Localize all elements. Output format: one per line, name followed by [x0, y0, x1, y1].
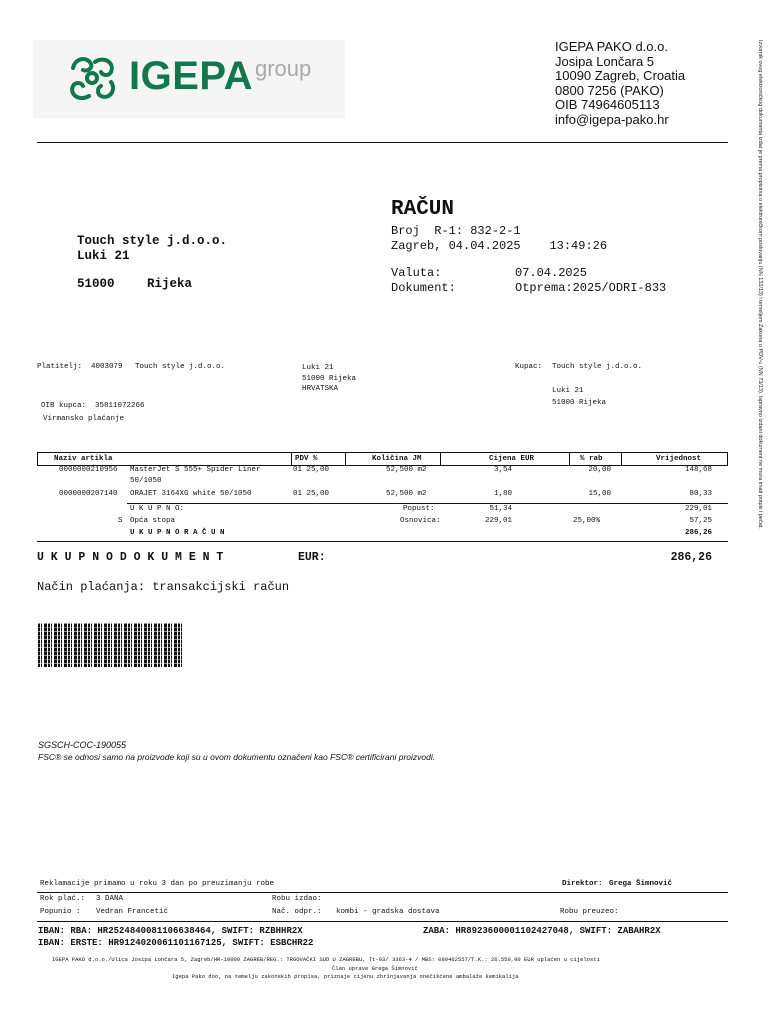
- company-name: IGEPA PAKO d.o.o.: [555, 39, 668, 54]
- item-qty: 52,500 m2: [386, 490, 427, 498]
- total-invoice-value: 286,26: [684, 529, 712, 537]
- item-code: 0000000210956: [59, 466, 118, 474]
- recipient-city: Rijeka: [147, 277, 193, 291]
- filled-label: Popunio :: [40, 908, 81, 916]
- logo-wordmark: IGEPA: [129, 54, 254, 98]
- company-phone: 0800 7256 (PAKO): [555, 82, 664, 98]
- iban-divider: [37, 921, 728, 922]
- total-invoice-label: U K U P N O R A Č U N: [130, 529, 225, 537]
- item-name: ORAJET 3164XG white 50/1050: [130, 490, 252, 498]
- base-value: 229,01: [484, 517, 512, 525]
- fsc-code: SGSCH-COC-190055: [38, 740, 127, 750]
- invoice-number-label: Broj: [391, 224, 420, 238]
- item-price: 3,54: [493, 466, 512, 474]
- payer-city: 51000 Rijeka: [302, 374, 357, 383]
- vat-code: S: [118, 517, 123, 525]
- payer-address: [302, 363, 356, 395]
- item-rab: 20,00: [588, 466, 611, 474]
- payer-street: Luki 21: [302, 364, 334, 372]
- delivery-label: Nač. odpr.:: [272, 908, 322, 916]
- table-col-line: [37, 452, 38, 465]
- complaints-note: Reklamacije primamo u roku 3 dan po preuzimanju robe: [40, 880, 275, 888]
- legal-line-3: Igepa Pako doo, na temelju zakonskih propisa, priznaje cijenu zbrinjavanja onečišćene ambalaže kemikalija: [172, 973, 519, 980]
- invoice-time: 13:49:26: [549, 239, 608, 253]
- iban-rba: IBAN: RBA: HR2524840081106638464, SWIFT: RZBHHR2X: [38, 926, 303, 936]
- legal-line-1: IGEPA PAKO d.o.o./Ulica Josipa Lončara 5, Zagreb/HR-10000 ZAGREB/REG.: TRGOVAČKI SUD U ZAGREBU, Tt-03/ 3363-4 / MBS: 080462557/T.K.: 26.550,00 EUR uplaćen u cijelosti: [52, 956, 600, 963]
- table-col-line: [291, 452, 292, 465]
- col-header-name: Naziv artikla: [54, 455, 113, 463]
- buyer-label: Kupac:: [515, 363, 543, 371]
- issued-label: Robu izdao:: [272, 895, 322, 903]
- table-col-line: [621, 452, 622, 465]
- header-divider: [37, 142, 728, 143]
- table-col-line: [727, 452, 728, 465]
- vat-name: Opća stopa: [130, 517, 176, 525]
- payer-country: HRVATSKA: [302, 385, 339, 393]
- item-name: MasterJet S 555+ Spider Liner: [130, 466, 261, 474]
- col-header-vat: PDV %: [295, 455, 318, 463]
- recipient-name: Touch style j.d.o.o.: [77, 234, 228, 248]
- payer-code: 4003079: [91, 363, 123, 371]
- company-city: 10090 Zagreb, Croatia: [555, 68, 686, 83]
- recipient-street: Luki 21: [77, 249, 130, 263]
- item-rab: 15,00: [588, 490, 611, 498]
- item-name-cont: 50/1050: [130, 477, 162, 485]
- igepa-emblem-icon: [65, 54, 119, 102]
- item-vat: 01 25,00: [293, 490, 330, 498]
- col-header-qty: Količina JM: [372, 455, 422, 463]
- side-legal-note: [755, 40, 765, 980]
- item-code: 0000000207140: [59, 490, 118, 498]
- grand-total-currency: EUR:: [298, 551, 326, 564]
- grand-total-value: 286,26: [670, 551, 712, 564]
- due-value: 3 DANA: [96, 895, 124, 903]
- due-label: Rok plać.:: [40, 895, 86, 903]
- buyer-address: [552, 386, 606, 409]
- col-header-rab: % rab: [580, 455, 603, 463]
- document-value: Otprema:2025/ODRI-833: [515, 281, 667, 295]
- director-label: Direktor:: [562, 880, 603, 888]
- side-legal-text: Izvornik ovog elektroničkog dokumenta izdat je prema propisima o elektroničkom poslovanju (NN 132/13) i temeljem Zakona o PDV-u (NN 73/13). Ispravno izdani dokument ne mora imati potpis i pečat.: [757, 40, 763, 529]
- company-email[interactable]: info@igepa-pako.hr: [555, 111, 669, 127]
- discount-label: Popust:: [403, 505, 435, 513]
- discount-value: 51,34: [489, 505, 512, 513]
- document-label: Dokument:: [391, 281, 456, 295]
- grand-total-label: U K U P N O D O K U M E N T: [37, 551, 224, 564]
- payment-type: Virmansko plaćanje: [43, 415, 125, 423]
- item-value: 148,68: [684, 466, 712, 474]
- payment-barcode: [38, 623, 184, 667]
- table-top-border: [37, 452, 728, 453]
- item-value: 80,33: [689, 490, 712, 498]
- company-street: Josipa Lončara 5: [555, 53, 655, 69]
- payer-label: Platitelj:: [37, 363, 83, 371]
- currency-value: 07.04.2025: [515, 266, 588, 280]
- item-qty: 52,500 m2: [386, 466, 427, 474]
- company-oib: OIB 74964605113: [555, 97, 660, 112]
- item-price: 1,80: [493, 490, 512, 498]
- buyer-name: Touch style j.d.o.o.: [552, 363, 643, 371]
- delivery-value: kombi - gradska dostava: [336, 908, 440, 916]
- invoice-date-line: [391, 239, 607, 253]
- table-col-line: [569, 452, 570, 465]
- item-vat: 01 25,00: [293, 466, 330, 474]
- buyer-street: Luki 21: [552, 387, 584, 395]
- sum-divider: [127, 503, 728, 504]
- company-address: [555, 40, 685, 127]
- payment-method: Način plaćanja: transakcijski račun: [37, 580, 290, 594]
- currency-label: Valuta:: [391, 266, 442, 280]
- vat-value: 57,25: [689, 517, 712, 525]
- table-col-line: [440, 452, 441, 465]
- filled-value: Vedran Francetić: [96, 908, 169, 916]
- table-col-line: [345, 452, 346, 465]
- logo-group-text: group: [255, 56, 312, 81]
- footer-divider: [37, 892, 728, 893]
- buyer-oib-label: OIB kupca:: [41, 402, 87, 410]
- col-header-price: Cijena EUR: [489, 455, 535, 463]
- buyer-oib: 35811072266: [95, 402, 145, 410]
- sum-value: 229,01: [684, 505, 712, 513]
- invoice-number: R-1: 832-2-1: [434, 224, 521, 238]
- table-bottom-border: [37, 541, 728, 542]
- sum-label: U K U P N O:: [130, 505, 185, 513]
- received-label: Robu preuzeo:: [560, 908, 619, 916]
- buyer-city: 51000 Rijeka: [552, 398, 607, 407]
- recipient-postcode: 51000: [77, 277, 115, 291]
- col-header-value: Vrijednost: [656, 455, 702, 463]
- base-label: Osnovica:: [400, 517, 441, 525]
- invoice-title: RAČUN: [391, 198, 455, 221]
- payer-name: Touch style j.d.o.o.: [135, 363, 226, 371]
- legal-line-2: Član uprave Grega Šimnovič: [332, 965, 418, 972]
- iban-erste: IBAN: ERSTE: HR9124020061101167125, SWIFT: ESBCHR22: [38, 938, 314, 948]
- fsc-note: FSC® se odnosi samo na proizvode koji su u ovom dokumentu označeni kao FSC® certificirani proizvodi.: [38, 752, 436, 762]
- director-name: Grega Šimnovič: [609, 880, 673, 888]
- invoice-number-line: [391, 224, 521, 238]
- iban-zaba: ZABA: HR8923600001102427048, SWIFT: ZABAHR2X: [423, 926, 661, 936]
- invoice-place-date: Zagreb, 04.04.2025: [391, 239, 521, 253]
- vat-rate: 25,00%: [573, 517, 601, 525]
- company-logo: [33, 40, 345, 118]
